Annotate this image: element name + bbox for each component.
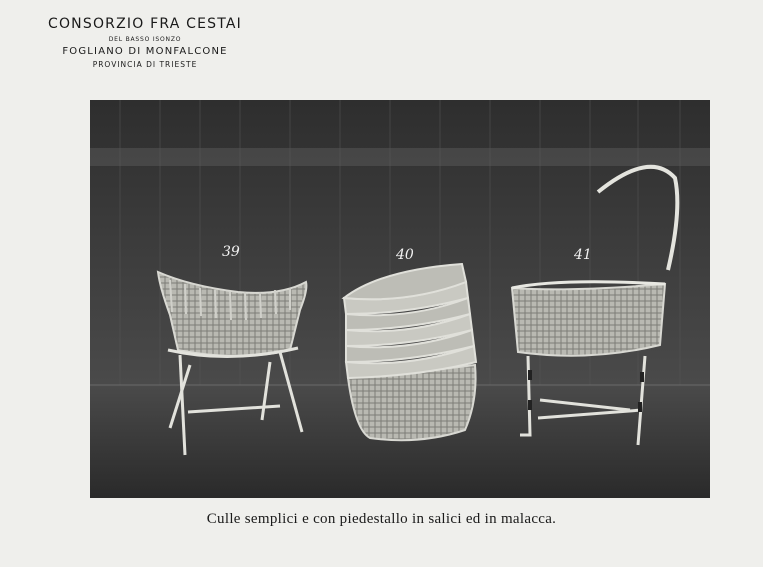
photo-caption: Culle semplici e con piedestallo in salici ed in malacca. [206,511,557,527]
item-number-40: 40 [396,247,414,263]
item-number-39: 39 [222,244,240,260]
cradle-40-stack [344,264,476,440]
letterhead [0,14,290,69]
item-number-41: 41 [574,247,592,263]
company-subtitle: DEL BASSO ISONZO [108,36,182,43]
company-province: PROVINCIA DI TRIESTE [92,60,198,69]
company-name: CONSORZIO FRA CESTAI [47,16,242,32]
product-photograph [90,100,710,498]
photo-scene [90,100,710,498]
company-location: FOGLIANO DI MONFALCONE [62,46,228,57]
